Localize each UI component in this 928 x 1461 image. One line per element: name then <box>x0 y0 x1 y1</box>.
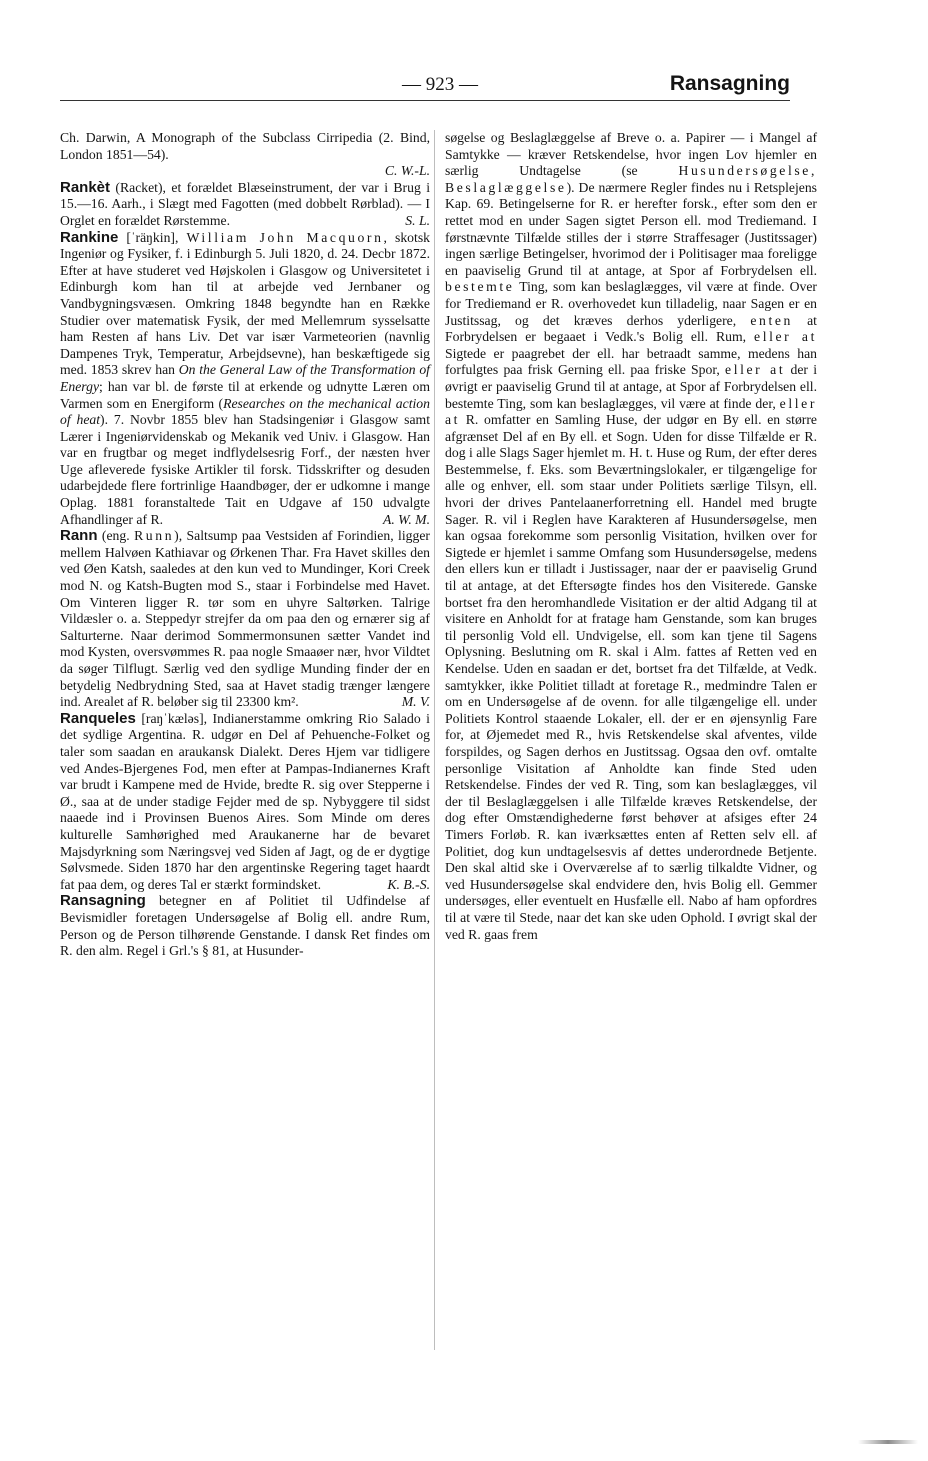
entry-text: , skotsk Ingeniør og Fysiker, f. i Edinburgh 5. Juli 1820, d. 24. Decbr 1872. Efter at have studeret ved Højskolen i Glasgow og Universitetet i Edinburgh kom han til at arbejde ved Jernbaner og Vandbygningsvæsen. Omkring 1848 begyndte han en Række Studier over matematisk Fysik, der med Mellemrum sysselsatte ham Resten af hans Liv. Det var især Varmeteorien (navnlig Dampenes Tryk, Temperatur, Arbejdsevne), han beskæftigede sig med. 1853 skrev han <box>60 229 430 378</box>
header-rule <box>60 100 790 101</box>
scan-smudge <box>858 1440 918 1444</box>
entry-ranqueles <box>60 711 430 894</box>
entry-signature: S. L. <box>405 212 430 228</box>
entry-ranket <box>60 180 430 230</box>
entry-signature: A. W. M. <box>382 511 430 527</box>
spaced-term: eller at <box>725 362 786 378</box>
headword: Rankine <box>60 228 119 246</box>
headword: Ranqueles <box>60 709 136 727</box>
headword: Ransagning <box>60 892 146 910</box>
entry-signature: C. W.-L. <box>384 163 430 179</box>
entry-text: søgelse og Beslaglæggelse af Breve o. a. Papirer — i Mangel af Samtykke — kræver Retskendelse, hvor ingen Lov hjemler en særlig Undtagelse (se <box>445 130 817 179</box>
entry-rann <box>60 528 430 711</box>
entry-text: (eng. <box>97 528 135 544</box>
entry-rankine <box>60 230 430 529</box>
book-title: Researches on the mechanical action of heat <box>60 395 430 428</box>
cross-reference: Husundersøgelse, Beslaglæggelse <box>445 163 817 195</box>
entry-text: der i øvrigt er paaviselig Grund til at antage, at Spor af Forbrydelsen ell. bestemte Ting, som kan beslaglægges, vil være at finde der, <box>445 362 817 411</box>
entry-text: ). 7. Novbr 1855 blev han Stadsingeniør i Glasgow samt Lærer i Ingeniørvidenskab og Mekanik ved Univ. i Glasgow. Han var en frugtbar og meget indflydelsesrig Forf., der næsten hver Uge afleverede fysiske Artikler til forsk. Tidsskrifter og desuden udarbejdede flere fortrinlige Haandbøger, der er udkomne i mange Oplag. 1881 foranstaltede Tait en Udgave af 150 udvalgte Afhandlinger af R. <box>60 412 430 527</box>
entry-text: betegner en af Politiet til Udfindelse af Bevismidler foretagen Undersøgelse af Bolig ell. andre Rum, Person og de Person tilhørende Genstande. I dansk Ret findes om R. den alm. Regel i Grl.'s § 81, at Husunder- <box>60 893 430 959</box>
entry-text: [raŋˈkæləs], Indianerstamme omkring Rio Salado i det sydlige Argentina. R. udgør en Del af Pehuenche-Folket og taler som saadan en araukansk Dialekt. Deres Hjem var tidligere ved Andes-Bjergenes Fod, men efter at Pampas-Indianernes Kraft var brudt i Kampene med de Hvide, bredte R. sig over Stepperne i Ø., saa at de under stadige Fejder med de sp. Nybyggere til sidst naaede ind i Provinsen Buenos Aires. Som Minde om deres kulturelle Samhørighed med Araukanerne har de bevaret Majsdyrkning som Næringsvej ved Siden af Jagt, og de er dygtige Sølvsmede. Siden 1870 har den argentinske Regering taget haardt fat paa dem, og deres Tal er stærkt formindsket. <box>60 710 430 892</box>
entry-text: at Forbrydelsen er begaaet i Vedk.'s Bolig ell. Rum, <box>445 312 817 345</box>
entry-signature: K. B.-S. <box>387 876 430 892</box>
spaced-term: eller at <box>754 329 817 345</box>
entry-ransagning <box>60 893 430 959</box>
pronunciation: [ˈräŋkin], <box>118 229 187 245</box>
entry-text: ), Saltsump paa Vestsiden af Forindien, ligger mellem Halvøen Kathiavar og Ørkenen Thar. Fra Havet skilles den ved Øen Katsh, saaledes at den kun ved to Mundinger, Kori Creek mod N. og Katsh-Bugten mod S., staar i Forbindelse med Havet. Om Vinteren ligger R. tør som en uhyre Saltørken. Talrige Vildæsler o. a. Steppedyr strejfer da om paa den og ernærer sig af Salturterne. Naar derimod Sommermonsunen sætter Vandet ind mod Kysten, oversvømmes R. paa nogle Smaaøer nær, hvor Vildtet da søger Tilflugt. Særlig ved den sydlige Munding finder der en betydelig Nedbrydning Sted, saa at Havet stadig trænger længere ind. Arealet af R. beløber sig til 23300 km². <box>60 528 430 710</box>
headword: Rankèt <box>60 178 111 196</box>
spaced-term: enten <box>750 312 793 328</box>
entry-text: (Racket), et forældet Blæseinstrument, der var i Brug i 15.—16. Aarh., i Slægt med Fagotten (med dobbelt Rørblad). — I Orglet en forældet Rørstemme. <box>60 179 430 228</box>
entry-ransagning-continued <box>445 130 817 943</box>
spaced-term: Runn <box>134 528 175 544</box>
entry-text: ; han var bl. de første til at erkende og udnytte Læren om Varmen som en Energiform ( <box>60 378 430 411</box>
spaced-term: eller at <box>445 395 817 428</box>
entry-text: Ch. Darwin, A Monograph of the Subclass Cirripedia (2. Bind, London 1851—54). <box>60 130 430 162</box>
spaced-term: bestemte <box>445 279 515 295</box>
right-column <box>445 130 817 943</box>
entry-text: Sigtede er paagrebet der ell. har betraadt samme, medens han forfulgtes paa frisk Gerning ell. paa friske Spor, <box>445 345 817 378</box>
book-title: On the General Law of the Transformation of Energy <box>60 362 430 394</box>
entry-signature: M. V. <box>401 694 430 710</box>
column-divider <box>434 130 435 1350</box>
entry-text: R. omfatter en Samling Huse, der udgør en By ell. en større afgrænset Del af en By ell. et Sogn. Uden for disse Tilfælde er R. dog i alle Slags Sager hjemlet m. H. t. Huse og Rum, der efter deres Bestemmelse, f. Eks. som Beværtningslokaler, er tilgængelige for alle og enhver, ell. som staar under Politiets særlige Tilsyn, ell. hvori der drives Pantelaanerforretning ell. Handel med brugte Sager. R. vil i Reglen have Karakteren af Husundersøgelse, men kan ogsaa forekomme som personlig Visitation, hvilken over for Sigtede er hjemlet i samme Omfang som Husundersøgelse, medens den ellers kun er tilladt i Justissager, naar der er paaviselig Grund til at antage, at det Eftersøgte findes hos den Visiterede. Ganske bortset fra den heromhandlede Visitation er der altid Adgang til at visitere en Anholdt for at fratage ham Genstande, som kan bruges til personlig Vold ell. Undvigelse, ell. som kan tjene til Sagens Oplysning. Beslutning om R. skal i Alm. fattes af Retten ved en Kendelse. Uden en saadan er det, bortset fra det Tilfælde, at Vedk. samtykker, ikke Politiet tilladt at foretage R., medmindre Talen er om en Undersøgelse af de ovenn. for alle tilgængelige ell. under Politiets Kontrol staaende Lokaler, ell. der er en øjensynlig Fare for, at Øjemedet med R., hvis Retskendelse skal afventes, vilde forspildes, og Sagen derhos en Justitssag. Ogsaa den ovf. omtalte personlige Visitation af Anholdte kan finde Sted uden Retskendelse. Findes der ved R. Ting, som kan beslaglægges, vil der til Beslaglæggelsen i alle Tilfælde kræves Retskendelse, der dog efter Omstændighederne først behøver at afsiges efter 24 Timers Forløb. R. kan iværksættes enten af Retten selv ell. af Politiet, dog kun undtagelsesvis af dettes underordnede Betjente. Den skal altid ske i Overværelse af to særlig tilkaldte Vidner, og ved Husundersøgelse skal endvidere den, hvis Bolig ell. Gemmer undersøges, eller eventuelt en Husfælle ell. Nabo af ham opfordres til at være til Stede, naar det kan ske uden Ophold. I øvrigt skal der ved R. gaas frem <box>445 412 817 942</box>
person-name: William John Macquorn <box>186 229 384 245</box>
entry-text: Ting, som kan beslaglægges, vil være at finde. Over for Trediemand er R. overhovedet kun tilladelig, naar Sagen er en Justitssag, og det kræves derhos yderligere, <box>445 279 817 328</box>
page-header <box>0 68 928 102</box>
headword: Rann <box>60 527 98 545</box>
page-number: — 923 — <box>402 74 478 95</box>
entry-darwin-tail <box>60 130 430 180</box>
entry-text: ). De nærmere Regler findes nu i Retsplejens Kap. 69. Betingelserne for R. er herefter forsk., efter som den er rettet mod en under Sagen sigtet Person ell. mod Trediemand. I førstnævnte Tilfælde stilles der i større Straffesager (Justitssager) ingen særlige Betingelser, hvorimod der i Politisager maa foreligge en paaviselig Grund til at antage, at Spor af Forbrydelsen ell. <box>445 179 817 278</box>
left-column <box>60 130 430 960</box>
running-head: Ransagning <box>669 72 790 95</box>
